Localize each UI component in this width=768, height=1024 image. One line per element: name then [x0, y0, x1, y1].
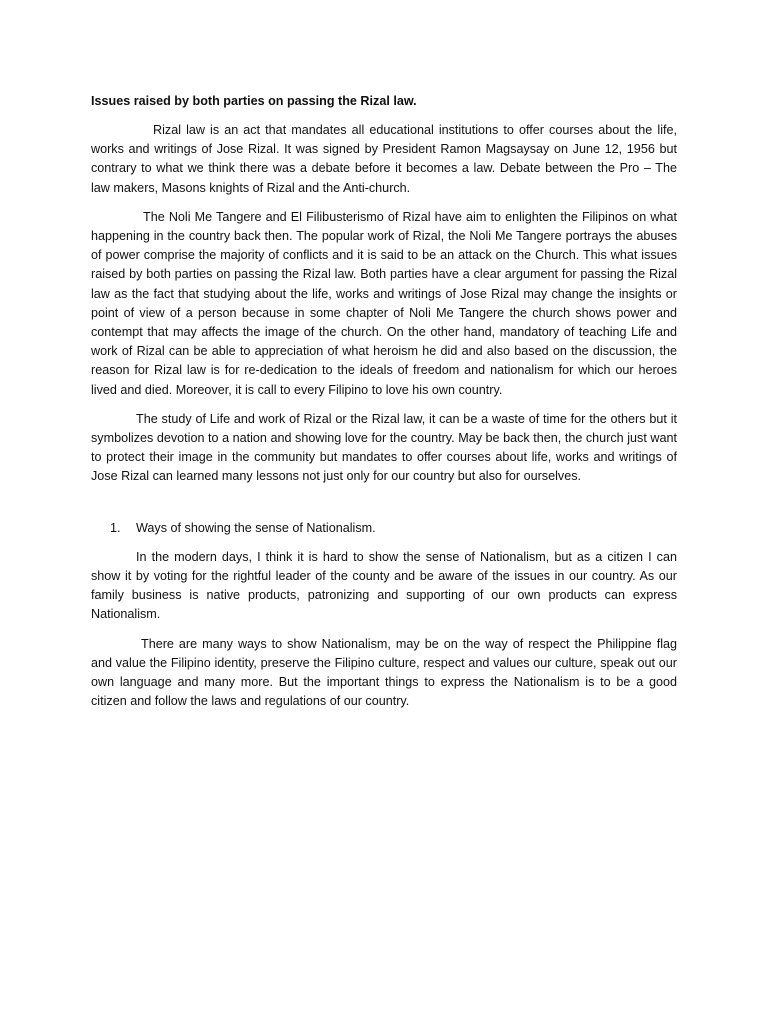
list-heading: Ways of showing the sense of Nationalism.: [136, 520, 376, 535]
list-number: 1.: [110, 520, 121, 535]
section-spacer: [91, 497, 677, 519]
paragraph-noli-me-tangere: The Noli Me Tangere and El Filibusterismo of Rizal have aim to enlighten the Filipinos on what happening in the country back then. The popular work of Rizal, the Noli Me Tangere portrays the abuses of power comprise the majority of conflicts and it is said to be an attack on the Church. This what issues raised by both parties on passing the Rizal law. Both parties have a clear argument for passing the Rizal law as the fact that studying about the life, works and writings of Jose Rizal may change the insights or point of view of a person because in some chapter of Noli Me Tangere the church shows power and contempt that may affects the image of the church. On the other hand, mandatory of teaching Life and work of Rizal can be able to appreciation of what heroism he did and also based on the discussion, the reason for Rizal law is for re-dedication to the ideals of freedom and nationalism for which our heroes lived and died. Moreover, it is call to every Filipino to love his own country.: [91, 209, 677, 397]
paragraph-study-of-rizal: The study of Life and work of Rizal or the Rizal law, it can be a waste of time for the others but it symbolizes devotion to a nation and showing love for the country. May be back then, the church just want to protect their image in the community but mandates to offer courses about life, works and writings of Jose Rizal can learned many lessons not just only for our country but also for ourselves.: [91, 411, 677, 484]
paragraph-rizal-law: Rizal law is an act that mandates all educational institutions to offer courses about the life, works and writings of Jose Rizal. It was signed by President Ramon Magsaysay on June 12, 1956 but contrary to what we think there was a debate before it becomes a law. Debate between the Pro – The law makers, Masons knights of Rizal and the Anti-church.: [91, 123, 677, 195]
document-title: Issues raised by both parties on passing the Rizal law.: [91, 94, 417, 108]
document-page: [91, 92, 677, 721]
paragraph-modern-days: In the modern days, I think it is hard to show the sense of Nationalism, but as a citizen I can show it by voting for the rightful leader of the county and be aware of the issues in our country. As our family business is native products, patronizing and supporting of our own products can express Nationalism.: [91, 549, 677, 622]
paragraph-ways-nationalism: There are many ways to show Nationalism, may be on the way of respect the Philippine flag and value the Filipino identity, preserve the Filipino culture, respect and values our culture, speak out our own language and many more. But the important things to express the Nationalism is to be a good citizen and follow the laws and regulations of our country.: [91, 636, 677, 709]
list-item: [91, 519, 677, 538]
